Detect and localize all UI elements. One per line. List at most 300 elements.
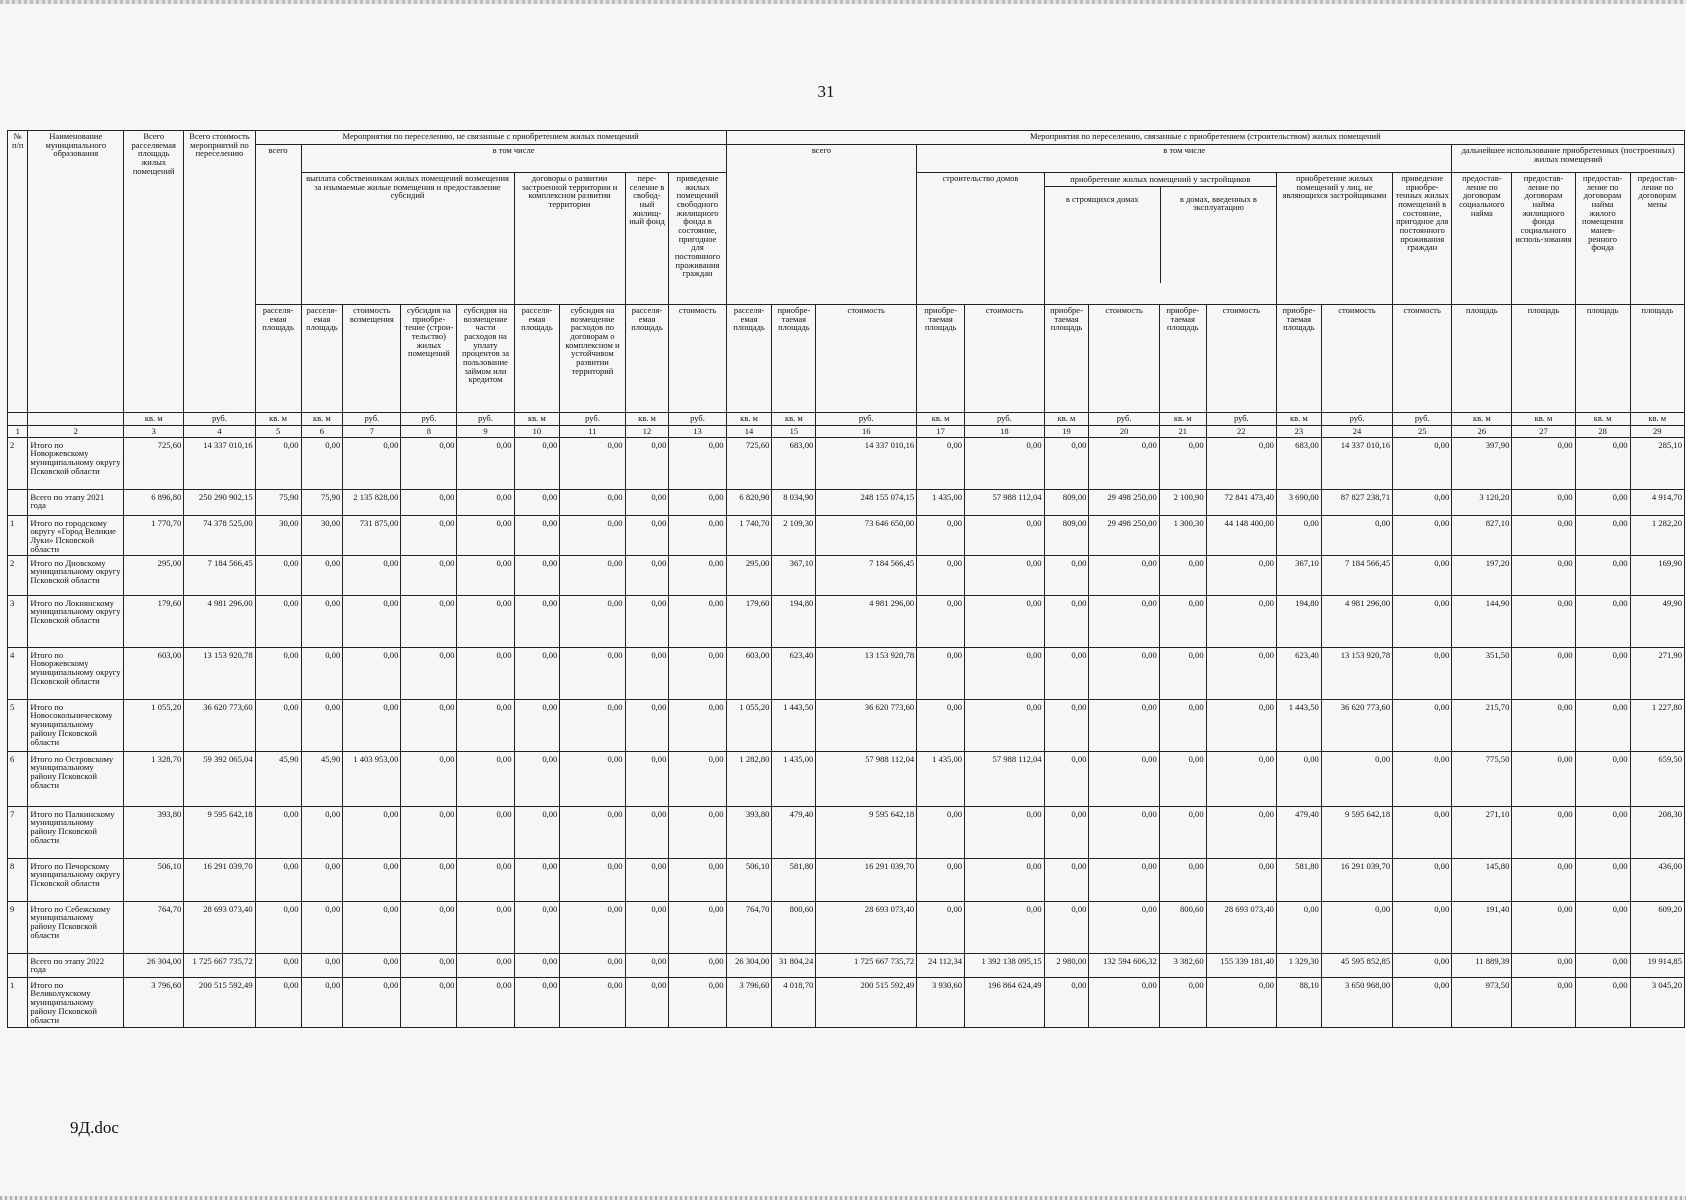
unit-29: кв. м <box>1630 413 1684 426</box>
cell-col-17: 1 435,00 <box>917 489 965 515</box>
cell-col-16: 1 725 667 735,72 <box>816 953 917 977</box>
cell-col-25: 0,00 <box>1393 901 1452 953</box>
hdr-contracts: договоры о развитии застроенной территории и комплексном развитии территории <box>514 173 625 305</box>
column-number: 13 <box>669 426 726 438</box>
table-row <box>8 858 1685 901</box>
cell-col-7: 0,00 <box>343 699 401 751</box>
cell-col-20: 0,00 <box>1089 437 1159 489</box>
cell-col-26: 397,90 <box>1452 437 1512 489</box>
cell-col-6: 0,00 <box>301 806 343 858</box>
unit-13: руб. <box>669 413 726 426</box>
cell-col-25: 0,00 <box>1393 647 1452 699</box>
cell-col-19: 0,00 <box>1044 751 1089 806</box>
cell-col-11: 0,00 <box>560 751 625 806</box>
hdr-bring-acquired: приведение приобре-тенных жилых помещений в состояние, пригодное для постоянного проживания граждан <box>1393 173 1452 305</box>
cell-col-7: 0,00 <box>343 555 401 595</box>
cell-col-17: 0,00 <box>917 858 965 901</box>
row-number: 2 <box>8 555 28 595</box>
cell-col-12: 0,00 <box>625 437 669 489</box>
cell-col-20: 0,00 <box>1089 595 1159 647</box>
cell-col-3: 506,10 <box>124 858 184 901</box>
hdr-prov-housing: предостав-ление по договорам найма жилищного фонда социального исполь-зования <box>1512 173 1575 305</box>
cell-col-7: 2 135 828,00 <box>343 489 401 515</box>
cell-col-22: 155 339 181,40 <box>1206 953 1276 977</box>
cell-col-21: 0,00 <box>1159 647 1206 699</box>
unit-21: кв. м <box>1159 413 1206 426</box>
cell-col-23: 194,80 <box>1276 595 1321 647</box>
cell-col-21: 0,00 <box>1159 437 1206 489</box>
cell-col-24: 3 650 968,00 <box>1321 977 1392 1027</box>
table-row <box>8 699 1685 751</box>
cell-col-27: 0,00 <box>1512 858 1575 901</box>
cell-col-9: 0,00 <box>457 953 514 977</box>
cell-col-3: 1 328,70 <box>124 751 184 806</box>
cell-col-10: 0,00 <box>514 977 560 1027</box>
cell-col-11: 0,00 <box>560 806 625 858</box>
cell-col-6: 0,00 <box>301 858 343 901</box>
cell-col-17: 0,00 <box>917 515 965 555</box>
column-number: 29 <box>1630 426 1684 438</box>
row-number: 5 <box>8 699 28 751</box>
table-row <box>8 751 1685 806</box>
cell-col-16: 13 153 920,78 <box>816 647 917 699</box>
municipality-name: Итого по городскому округу «Город Великие Луки» Псковской области <box>28 515 124 555</box>
cell-col-4: 14 337 010,16 <box>184 437 255 489</box>
cell-col-29: 609,20 <box>1630 901 1684 953</box>
column-number: 21 <box>1159 426 1206 438</box>
column-number: 24 <box>1321 426 1392 438</box>
cell-col-22: 0,00 <box>1206 858 1276 901</box>
cell-col-20: 132 594 606,32 <box>1089 953 1159 977</box>
sub-7: стоимость возмещения <box>343 305 401 413</box>
cell-col-10: 0,00 <box>514 647 560 699</box>
cell-col-16: 7 184 566,45 <box>816 555 917 595</box>
cell-col-5: 0,00 <box>255 437 301 489</box>
cell-col-14: 26 304,00 <box>726 953 772 977</box>
cell-col-3: 3 796,60 <box>124 977 184 1027</box>
cell-col-13: 0,00 <box>669 595 726 647</box>
row-number: 6 <box>8 751 28 806</box>
cell-col-12: 0,00 <box>625 515 669 555</box>
cell-col-22: 0,00 <box>1206 437 1276 489</box>
cell-col-23: 479,40 <box>1276 806 1321 858</box>
cell-col-25: 0,00 <box>1393 858 1452 901</box>
cell-col-23: 88,10 <box>1276 977 1321 1027</box>
cell-col-15: 4 018,70 <box>772 977 816 1027</box>
units-row <box>8 413 1685 426</box>
column-number: 3 <box>124 426 184 438</box>
unit-22: руб. <box>1206 413 1276 426</box>
column-number: 28 <box>1575 426 1630 438</box>
cell-col-14: 6 820,90 <box>726 489 772 515</box>
cell-col-3: 1 770,70 <box>124 515 184 555</box>
cell-col-10: 0,00 <box>514 437 560 489</box>
sub-21: приобре-таемая площадь <box>1159 305 1206 413</box>
cell-col-8: 0,00 <box>401 901 457 953</box>
cell-col-17: 1 435,00 <box>917 751 965 806</box>
cell-col-12: 0,00 <box>625 858 669 901</box>
cell-col-18: 196 864 624,49 <box>965 977 1045 1027</box>
cell-col-16: 28 693 073,40 <box>816 901 917 953</box>
cell-col-28: 0,00 <box>1575 977 1630 1027</box>
cell-col-21: 0,00 <box>1159 555 1206 595</box>
cell-col-9: 0,00 <box>457 901 514 953</box>
cell-col-9: 0,00 <box>457 437 514 489</box>
cell-col-17: 0,00 <box>917 647 965 699</box>
sub-25: стоимость <box>1393 305 1452 413</box>
cell-col-11: 0,00 <box>560 555 625 595</box>
table-body <box>8 437 1685 1027</box>
sub-29: площадь <box>1630 305 1684 413</box>
cell-col-6: 0,00 <box>301 555 343 595</box>
cell-col-7: 0,00 <box>343 858 401 901</box>
cell-col-3: 26 304,00 <box>124 953 184 977</box>
cell-col-25: 0,00 <box>1393 437 1452 489</box>
cell-col-5: 0,00 <box>255 977 301 1027</box>
cell-col-14: 506,10 <box>726 858 772 901</box>
cell-col-28: 0,00 <box>1575 901 1630 953</box>
cell-col-7: 0,00 <box>343 953 401 977</box>
table-row <box>8 515 1685 555</box>
sub-27: площадь <box>1512 305 1575 413</box>
hdr-bring-free: приведение жилых помещений свободного жилищного фонда в состояние, пригодное для постоянного проживания граждан <box>669 173 726 305</box>
cell-col-28: 0,00 <box>1575 806 1630 858</box>
municipality-name: Итого по Себежскому муниципальному району Псковской области <box>28 901 124 953</box>
cell-col-25: 0,00 <box>1393 699 1452 751</box>
cell-col-27: 0,00 <box>1512 437 1575 489</box>
cell-col-24: 87 827 238,71 <box>1321 489 1392 515</box>
cell-col-19: 0,00 <box>1044 647 1089 699</box>
sub-16: стоимость <box>816 305 917 413</box>
cell-col-18: 0,00 <box>965 858 1045 901</box>
cell-col-18: 0,00 <box>965 515 1045 555</box>
cell-col-13: 0,00 <box>669 699 726 751</box>
sub-28: площадь <box>1575 305 1630 413</box>
cell-col-10: 0,00 <box>514 751 560 806</box>
cell-col-4: 4 981 296,00 <box>184 595 255 647</box>
hdr-construction: строительство домов <box>917 173 1044 305</box>
cell-col-17: 0,00 <box>917 555 965 595</box>
cell-col-8: 0,00 <box>401 806 457 858</box>
table-row <box>8 953 1685 977</box>
sub-24: стоимость <box>1321 305 1392 413</box>
municipality-name: Итого по Великолукскому муниципальному району Псковской области <box>28 977 124 1027</box>
cell-col-10: 0,00 <box>514 489 560 515</box>
column-number: 15 <box>772 426 816 438</box>
cell-col-4: 74 378 525,00 <box>184 515 255 555</box>
unit-5: кв. м <box>255 413 301 426</box>
hdr-prov-maneuver: предостав-ление по договорам найма жилого помещения манев-ренного фонда <box>1575 173 1630 305</box>
cell-col-26: 145,80 <box>1452 858 1512 901</box>
cell-col-15: 1 443,50 <box>772 699 816 751</box>
cell-col-11: 0,00 <box>560 515 625 555</box>
column-number: 8 <box>401 426 457 438</box>
hdr-not-related-incl: в том числе <box>301 145 726 173</box>
column-number: 14 <box>726 426 772 438</box>
cell-col-14: 764,70 <box>726 901 772 953</box>
cell-col-5: 0,00 <box>255 953 301 977</box>
cell-col-27: 0,00 <box>1512 515 1575 555</box>
hdr-prov-social: предостав-ление по договорам социального найма <box>1452 173 1512 305</box>
cell-col-10: 0,00 <box>514 515 560 555</box>
cell-col-20: 0,00 <box>1089 977 1159 1027</box>
column-number: 16 <box>816 426 917 438</box>
cell-col-25: 0,00 <box>1393 515 1452 555</box>
cell-col-21: 2 100,90 <box>1159 489 1206 515</box>
cell-col-5: 0,00 <box>255 858 301 901</box>
table-row <box>8 901 1685 953</box>
sub-18: стоимость <box>965 305 1045 413</box>
column-number: 12 <box>625 426 669 438</box>
cell-col-4: 250 290 902,15 <box>184 489 255 515</box>
cell-col-6: 45,90 <box>301 751 343 806</box>
cell-col-15: 1 435,00 <box>772 751 816 806</box>
cell-col-13: 0,00 <box>669 751 726 806</box>
unit-14: кв. м <box>726 413 772 426</box>
cell-col-18: 0,00 <box>965 555 1045 595</box>
cell-col-11: 0,00 <box>560 489 625 515</box>
cell-col-12: 0,00 <box>625 489 669 515</box>
unit-28: кв. м <box>1575 413 1630 426</box>
page-number: 31 <box>817 82 835 101</box>
unit-11: руб. <box>560 413 625 426</box>
cell-col-9: 0,00 <box>457 555 514 595</box>
municipality-name: Итого по Новоржевскому муниципальному округу Псковской области <box>28 647 124 699</box>
cell-col-10: 0,00 <box>514 555 560 595</box>
table-row <box>8 595 1685 647</box>
cell-col-16: 200 515 592,49 <box>816 977 917 1027</box>
cell-col-14: 603,00 <box>726 647 772 699</box>
cell-col-25: 0,00 <box>1393 751 1452 806</box>
cell-col-23: 0,00 <box>1276 901 1321 953</box>
cell-col-22: 0,00 <box>1206 699 1276 751</box>
unit-17: кв. м <box>917 413 965 426</box>
cell-col-12: 0,00 <box>625 901 669 953</box>
cell-col-29: 1 227,80 <box>1630 699 1684 751</box>
cell-col-24: 45 595 852,85 <box>1321 953 1392 977</box>
cell-col-25: 0,00 <box>1393 977 1452 1027</box>
column-number: 27 <box>1512 426 1575 438</box>
cell-col-29: 659,50 <box>1630 751 1684 806</box>
cell-col-27: 0,00 <box>1512 806 1575 858</box>
cell-col-9: 0,00 <box>457 751 514 806</box>
sub-26: площадь <box>1452 305 1512 413</box>
unit-10: кв. м <box>514 413 560 426</box>
row-number <box>8 953 28 977</box>
cell-col-28: 0,00 <box>1575 515 1630 555</box>
cell-col-5: 45,90 <box>255 751 301 806</box>
cell-col-14: 393,80 <box>726 806 772 858</box>
cell-col-23: 581,80 <box>1276 858 1321 901</box>
cell-col-28: 0,00 <box>1575 647 1630 699</box>
hdr-related-incl: в том числе <box>917 145 1452 173</box>
cell-col-3: 725,60 <box>124 437 184 489</box>
cell-col-21: 800,60 <box>1159 901 1206 953</box>
column-number: 18 <box>965 426 1045 438</box>
hdr-total-cost: Всего стоимость мероприятий по переселению <box>184 131 255 413</box>
cell-col-11: 0,00 <box>560 977 625 1027</box>
cell-col-17: 0,00 <box>917 806 965 858</box>
unit-7: руб. <box>343 413 401 426</box>
cell-col-18: 57 988 112,04 <box>965 751 1045 806</box>
cell-col-23: 0,00 <box>1276 515 1321 555</box>
unit-9: руб. <box>457 413 514 426</box>
cell-col-15: 683,00 <box>772 437 816 489</box>
table-row <box>8 437 1685 489</box>
row-number: 7 <box>8 806 28 858</box>
row-number: 2 <box>8 437 28 489</box>
sub-17: приобре-таемая площадь <box>917 305 965 413</box>
cell-col-12: 0,00 <box>625 806 669 858</box>
hdr-in-building: в строящихся домах <box>1045 187 1161 283</box>
cell-col-14: 3 796,60 <box>726 977 772 1027</box>
cell-col-7: 0,00 <box>343 647 401 699</box>
cell-col-10: 0,00 <box>514 595 560 647</box>
cell-col-4: 7 184 566,45 <box>184 555 255 595</box>
cell-col-26: 191,40 <box>1452 901 1512 953</box>
column-number: 7 <box>343 426 401 438</box>
cell-col-15: 194,80 <box>772 595 816 647</box>
cell-col-26: 973,50 <box>1452 977 1512 1027</box>
cell-col-9: 0,00 <box>457 858 514 901</box>
cell-col-23: 1 443,50 <box>1276 699 1321 751</box>
column-number: 23 <box>1276 426 1321 438</box>
cell-col-28: 0,00 <box>1575 437 1630 489</box>
cell-col-20: 0,00 <box>1089 806 1159 858</box>
cell-col-19: 809,00 <box>1044 515 1089 555</box>
hdr-total-area: Всего расселяемая площадь жилых помещений <box>124 131 184 413</box>
cell-col-15: 2 109,30 <box>772 515 816 555</box>
cell-col-10: 0,00 <box>514 901 560 953</box>
table-row <box>8 489 1685 515</box>
cell-col-22: 0,00 <box>1206 595 1276 647</box>
cell-col-13: 0,00 <box>669 647 726 699</box>
cell-col-10: 0,00 <box>514 953 560 977</box>
cell-col-26: 11 889,39 <box>1452 953 1512 977</box>
cell-col-29: 3 045,20 <box>1630 977 1684 1027</box>
row-number: 1 <box>8 977 28 1027</box>
hdr-acq-non-dev: приобретение жилых помещений у лиц, не являющихся застройщиками <box>1276 173 1392 305</box>
cell-col-29: 436,00 <box>1630 858 1684 901</box>
cell-col-28: 0,00 <box>1575 858 1630 901</box>
column-number: 25 <box>1393 426 1452 438</box>
cell-col-10: 0,00 <box>514 806 560 858</box>
cell-col-22: 28 693 073,40 <box>1206 901 1276 953</box>
sub-20: стоимость <box>1089 305 1159 413</box>
hdr-not-related: Мероприятия по переселению, не связанные с приобретением жилых помещений <box>255 131 726 145</box>
cell-col-18: 0,00 <box>965 806 1045 858</box>
column-number: 5 <box>255 426 301 438</box>
cell-col-13: 0,00 <box>669 977 726 1027</box>
cell-col-29: 208,30 <box>1630 806 1684 858</box>
cell-col-23: 683,00 <box>1276 437 1321 489</box>
cell-col-17: 3 930,60 <box>917 977 965 1027</box>
cell-col-3: 764,70 <box>124 901 184 953</box>
cell-col-24: 4 981 296,00 <box>1321 595 1392 647</box>
cell-col-9: 0,00 <box>457 489 514 515</box>
cell-col-27: 0,00 <box>1512 699 1575 751</box>
unit-24: руб. <box>1321 413 1392 426</box>
cell-col-8: 0,00 <box>401 953 457 977</box>
scan-edge-bottom <box>0 1196 1686 1200</box>
cell-col-6: 0,00 <box>301 977 343 1027</box>
cell-col-16: 57 988 112,04 <box>816 751 917 806</box>
cell-col-24: 36 620 773,60 <box>1321 699 1392 751</box>
cell-col-29: 285,10 <box>1630 437 1684 489</box>
unit-4: руб. <box>184 413 255 426</box>
cell-col-25: 0,00 <box>1393 489 1452 515</box>
cell-col-19: 0,00 <box>1044 901 1089 953</box>
cell-col-22: 0,00 <box>1206 977 1276 1027</box>
sub-8: субсидия на приобре-тение (строи-тельство) жилых помещений <box>401 305 457 413</box>
cell-col-18: 0,00 <box>965 901 1045 953</box>
resettlement-table <box>7 130 1685 1028</box>
cell-col-21: 0,00 <box>1159 751 1206 806</box>
cell-col-17: 24 112,34 <box>917 953 965 977</box>
cell-col-8: 0,00 <box>401 977 457 1027</box>
cell-col-17: 0,00 <box>917 595 965 647</box>
cell-col-12: 0,00 <box>625 953 669 977</box>
cell-col-8: 0,00 <box>401 437 457 489</box>
cell-col-11: 0,00 <box>560 858 625 901</box>
footer-filename: 9Д.doc <box>70 1118 119 1137</box>
hdr-in-commissioned: в домах, введенных в эксплуатацию <box>1179 193 1257 213</box>
cell-col-29: 19 914,85 <box>1630 953 1684 977</box>
cell-col-29: 1 282,20 <box>1630 515 1684 555</box>
cell-col-21: 0,00 <box>1159 977 1206 1027</box>
cell-col-19: 0,00 <box>1044 977 1089 1027</box>
cell-col-8: 0,00 <box>401 555 457 595</box>
cell-col-24: 0,00 <box>1321 751 1392 806</box>
cell-col-14: 725,60 <box>726 437 772 489</box>
cell-col-17: 0,00 <box>917 437 965 489</box>
cell-col-4: 28 693 073,40 <box>184 901 255 953</box>
hdr-no: № п/п <box>8 131 28 413</box>
column-number: 10 <box>514 426 560 438</box>
cell-col-26: 215,70 <box>1452 699 1512 751</box>
cell-col-28: 0,00 <box>1575 595 1630 647</box>
column-number: 26 <box>1452 426 1512 438</box>
cell-col-16: 14 337 010,16 <box>816 437 917 489</box>
cell-col-28: 0,00 <box>1575 953 1630 977</box>
cell-col-7: 0,00 <box>343 977 401 1027</box>
cell-col-23: 623,40 <box>1276 647 1321 699</box>
column-number: 19 <box>1044 426 1089 438</box>
cell-col-20: 0,00 <box>1089 901 1159 953</box>
cell-col-7: 0,00 <box>343 901 401 953</box>
hdr-name: Наименование муниципального образования <box>28 131 124 413</box>
row-number <box>8 489 28 515</box>
cell-col-24: 0,00 <box>1321 901 1392 953</box>
cell-col-4: 200 515 592,49 <box>184 977 255 1027</box>
cell-col-8: 0,00 <box>401 647 457 699</box>
cell-col-8: 0,00 <box>401 489 457 515</box>
sub-9: субсидия на возмещение части расходов на уплату процентов за пользование займом или кредитом <box>457 305 514 413</box>
column-number: 20 <box>1089 426 1159 438</box>
cell-col-19: 0,00 <box>1044 595 1089 647</box>
cell-col-20: 0,00 <box>1089 555 1159 595</box>
cell-col-23: 367,10 <box>1276 555 1321 595</box>
sub-15: приобре-таемая площадь <box>772 305 816 413</box>
municipality-name: Итого по Печорскому муниципальному округу Псковской области <box>28 858 124 901</box>
cell-col-26: 197,20 <box>1452 555 1512 595</box>
cell-col-15: 800,60 <box>772 901 816 953</box>
cell-col-9: 0,00 <box>457 806 514 858</box>
cell-col-18: 0,00 <box>965 437 1045 489</box>
cell-col-4: 36 620 773,60 <box>184 699 255 751</box>
cell-col-24: 14 337 010,16 <box>1321 437 1392 489</box>
hdr-related: Мероприятия по переселению, связанные с приобретением (строительством) жилых помещений <box>726 131 1684 145</box>
